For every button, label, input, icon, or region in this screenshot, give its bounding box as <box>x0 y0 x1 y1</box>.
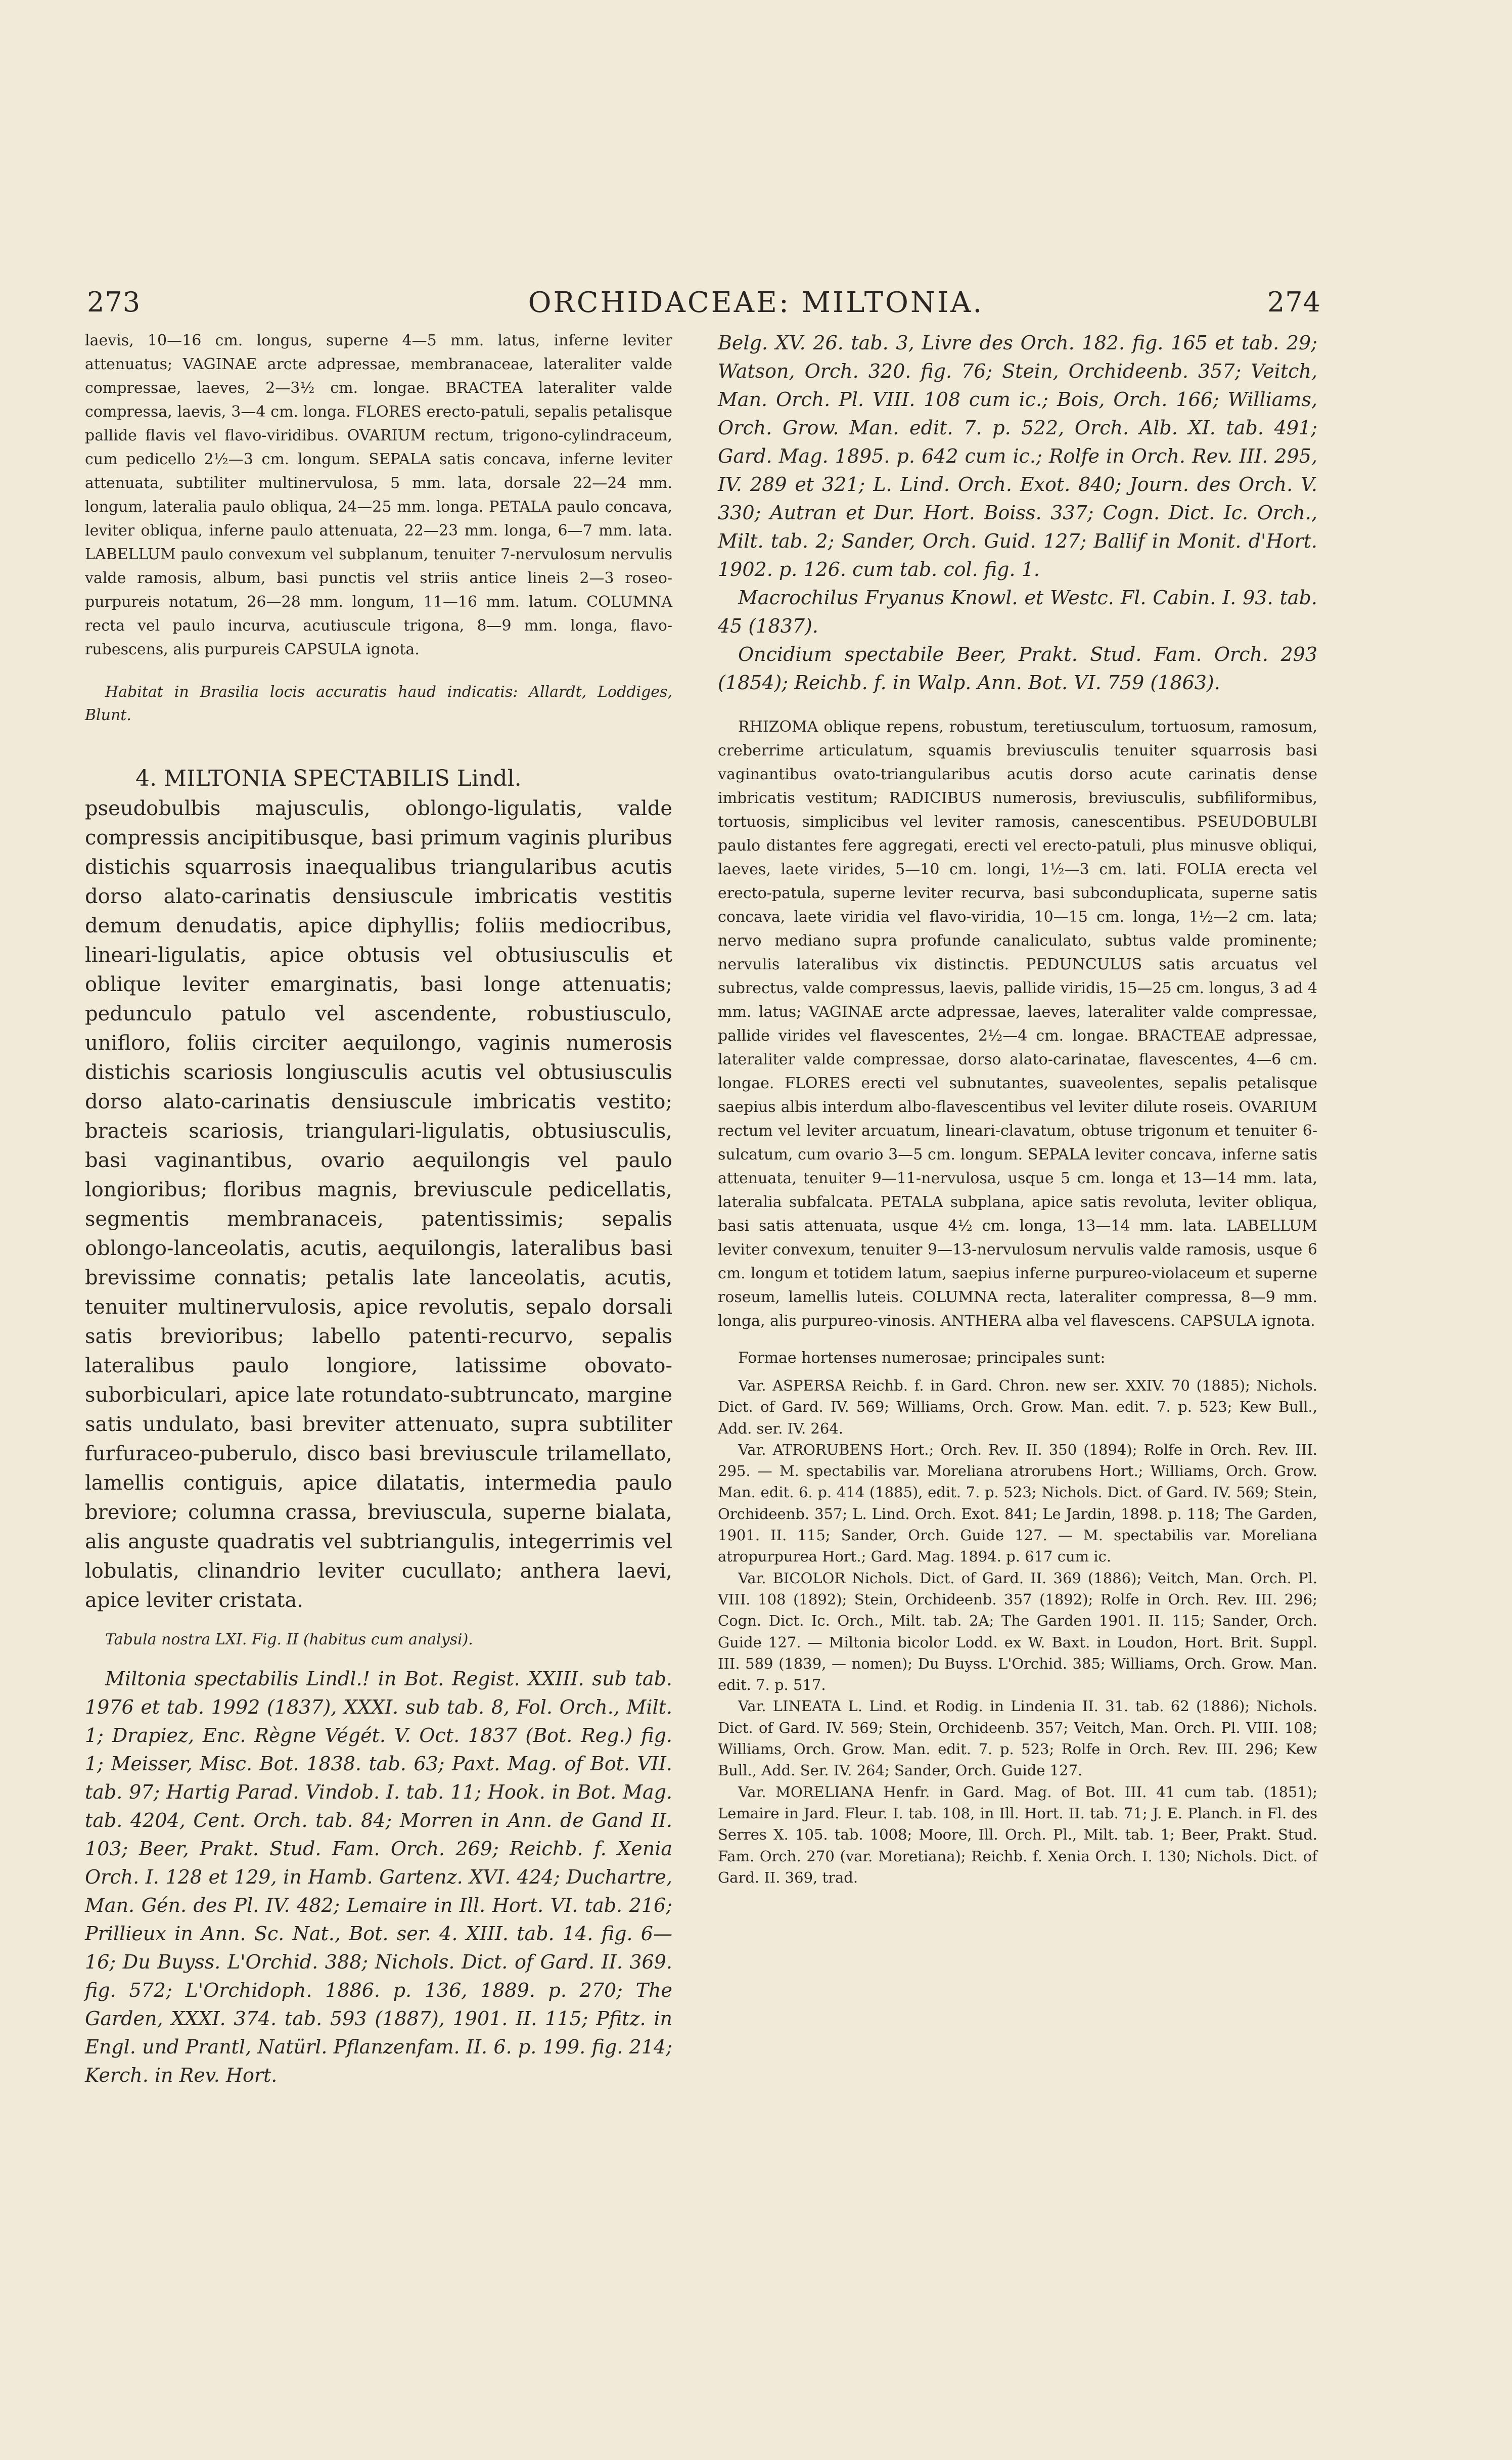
literature-references-continued: Belg. XV. 26. tab. 3, Livre des Orch. 182. fig. 165 et tab. 29; Watson, Orch. 320. fig. 76; Stein, Orchideenb. 357; Veitch, Man. Orch. Pl. VIII. 108 cum ic.; Bois, Orch. 166; Williams, Orch. Grow. Man. edit. 7. p. 522, Orch. Alb. XI. tab. 491; Gard. Mag. 1895. p. 642 cum ic.; Rolfe in Orch. Rev. III. 295, IV. 289 et 321; L. Lind. Orch. Exot. 840; Journ. des Orch. V. 330; Autran et Dur. Hort. Boiss. 337; Cogn. Dict. Ic. Orch., Milt. tab. 2; Sander, Orch. Guid. 127; Ballif in Monit. d'Hort. 1902. p. 126. cum tab. col. fig. 1. <box>718 332 1317 580</box>
habitat-note: Habitat in Brasilia locis accuratis haud indicatis: Allardt, Loddiges, Blunt. <box>85 683 672 724</box>
running-title: ORCHIDACEAE: MILTONIA. <box>528 286 984 319</box>
species-heading: 4. MILTONIA SPECTABILIS Lindl. <box>135 766 522 791</box>
variety-entry: Var. ASPERSA Reichb. f. in Gard. Chron. new ser. XXIV. 70 (1885); Nichols. Dict. of Gard. IV. 569; Williams, Orch. Grow. Man. edit. 7. p. 523; Kew Bull., Add. ser. IV. 264. <box>718 1377 1317 1437</box>
page-number-right: 274 <box>1267 286 1321 318</box>
synonym-macrochilus: Macrochilus Fryanus Knowl. et Westc. Fl. Cabin. I. 93. tab. 45 (1837). <box>718 587 1317 637</box>
variety-entry: Var. LINEATA L. Lind. et Rodig. in Lindenia II. 31. tab. 62 (1886); Nichols. Dict. of Gard. IV. 569; Stein, Orchideenb. 357; Veitch, Man. Orch. Pl. VIII. 108; Williams, Orch. Grow. Man. edit. 7. p. 523; Rolfe in Orch. Rev. III. 296; Kew Bull., Add. Ser. IV. 264; Sander, Orch. Guide 127. <box>718 1697 1317 1779</box>
varieties-list <box>718 1375 1317 1888</box>
variety-entry: Var. BICOLOR Nichols. Dict. of Gard. II. 369 (1886); Veitch, Man. Orch. Pl. VIII. 108 (1892); Stein, Orchideenb. 357 (1892); Rolfe in Orch. Rev. III. 296; Cogn. Dict. Ic. Orch., Milt. tab. 2A; The Garden 1901. II. 115; Sander, Orch. Guide 127. — Miltonia bicolor Lodd. ex W. Baxt. in Loudon, Hort. Brit. Suppl. III. 589 (1839, — nomen); Du Buyss. L'Orchid. 385; Williams, Orch. Grow. Man. edit. 7. p. 517. <box>718 1569 1317 1694</box>
latin-diagnosis: pseudobulbis majusculis, oblongo-ligulatis, valde compressis ancipitibusque, basi primum vaginis pluribus distichis squarrosis inaequalibus triangularibus acutis dorso alato-carinatis densiuscule imbricatis vestitis demum denudatis, apice diphyllis; foliis mediocribus, lineari-ligulatis, apice obtusis vel obtusiusculis et oblique leviter emarginatis, basi longe attenuatis; pedunculo patulo vel ascendente, robustiusculo, unifloro, foliis circiter aequilongo, vaginis numerosis distichis scariosis longiusculis acutis vel obtusiusculis dorso alato-carinatis densiuscule imbricatis vestito; bracteis scariosis, triangulari-ligulatis, obtusiusculis, basi vaginantibus, ovario aequilongis vel paulo longioribus; floribus magnis, breviuscule pedicellatis, segmentis membranaceis, patentissimis; sepalis oblongo-lanceolatis, acutis, aequilongis, lateralibus basi brevissime connatis; petalis late lanceolatis, acutis, tenuiter multinervulosis, apice revolutis, sepalo dorsali satis brevioribus; labello patenti-recurvo, sepalis lateralibus paulo longiore, latissime obovato-suborbiculari, apice late rotundato-subtruncato, margine satis undulato, basi breviter attenuato, supra subtiliter furfuraceo-puberulo, disco basi breviuscule trilamellato, lamellis contiguis, apice dilatatis, intermedia paulo breviore; columna crassa, breviuscula, superne bialata, alis anguste quadratis vel subtriangulis, integerrimis vel lobulatis, clinandrio leviter cucullato; anthera laevi, apice leviter cristata. <box>85 797 672 1612</box>
previous-species-description: laevis, 10—16 cm. longus, superne 4—5 mm. latus, inferne leviter attenuatus; VAGINAE arcte adpressae, membranaceae, lateraliter valde compressae, laeves, 2—3½ cm. longae. BRACTEA lateraliter valde compressa, laevis, 3—4 cm. longa. FLORES erecto-patuli, sepalis petalisque pallide flavis vel flavo-viridibus. OVARIUM rectum, trigono-cylindraceum, cum pedicello 2½—3 cm. longum. SEPALA satis concava, inferne leviter attenuata, subtiliter multinervulosa, 5 mm. lata, dorsale 22—24 mm. longum, lateralia paulo obliqua, 24—25 mm. longa. PETALA paulo concava, leviter obliqua, inferne paulo attenuata, 22—23 mm. longa, 6—7 mm. lata. LABELLUM paulo convexum vel subplanum, tenuiter 7-nervulosum nervulis valde ramosis, album, basi punctis vel striis antice lineis 2—3 roseo-purpureis notatum, 26—28 mm. longum, 11—16 mm. latum. COLUMNA recta vel paulo incurva, acutiuscule trigona, 8—9 mm. longa, flavo-rubescens, alis purpureis CAPSULA ignota. <box>85 332 672 658</box>
formae-intro: Formae hortenses numerosae; principales sunt: <box>738 1349 1106 1367</box>
plate-reference: Tabula nostra LXI. Fig. II (habitus cum analysi). <box>105 1631 473 1648</box>
detailed-description: RHIZOMA oblique repens, robustum, teretiusculum, tortuosum, ramosum, creberrime articulatum, squamis breviusculis tenuiter squarrosis basi vaginantibus ovato-triangularibus acutis dorso acute carinatis dense imbricatis vestitum; RADICIBUS numerosis, breviusculis, subfiliformibus, tortuosis, simplicibus vel leviter ramosis, canescentibus. PSEUDOBULBI paulo distantes fere aggregati, erecti vel erecto-patuli, plus minusve obliqui, laeves, laete virides, 5—10 cm. longi, 1½—3 cm. lati. FOLIA erecta vel erecto-patula, superne leviter recurva, basi subconduplicata, superne satis concava, laete viridia vel flavo-viridia, 10—15 cm. longa, 1½—2 cm. lata; nervo mediano supra profunde canaliculato, subtus valde prominente; nervulis lateralibus vix distinctis. PEDUNCULUS satis arcuatus vel subrectus, valde compressus, laevis, pallide viridis, 15—25 cm. longus, 3 ad 4 mm. latus; VAGINAE arcte adpressae, laeves, lateraliter valde compressae, pallide virides vel flavescentes, 2½—4 cm. longae. BRACTEAE adpressae, lateraliter valde compressae, dorso alato-carinatae, flavescentes, 4—6 cm. longae. FLORES erecti vel subnutantes, suaveolentes, sepalis petalisque saepius albis interdum albo-flavescentibus vel leviter dilute roseis. OVARIUM rectum vel leviter arcuatum, lineari-clavatum, obtuse trigonum et tenuiter 6-sulcatum, cum ovario 3—5 cm. longum. SEPALA leviter concava, inferne satis attenuata, tenuiter 9—11-nervulosa, usque 5 cm. longa et 13—14 mm. lata, lateralia subfalcata. PETALA subplana, apice satis revoluta, leviter obliqua, basi satis attenuata, usque 4½ cm. longa, 13—14 mm. lata. LABELLUM leviter convexum, tenuiter 9—13-nervulosum nervulis valde ramosis, usque 6 cm. longum et totidem latum, saepius inferne purpureo-violaceum et superne roseum, lamellis luteis. COLUMNA recta, lateraliter compressa, 8—9 mm. longa, alis purpureo-vinosis. ANTHERA alba vel flavescens. CAPSULA ignota. <box>718 718 1317 1330</box>
synonym-oncidium: Oncidium spectabile Beer, Prakt. Stud. Fam. Orch. 293 (1854); Reichb. f. in Walp. Ann. Bot. VI. 759 (1863). <box>718 643 1317 694</box>
right-column <box>718 329 1317 1888</box>
literature-references: Miltonia spectabilis Lindl.! in Bot. Regist. XXIII. sub tab. 1976 et tab. 1992 (1837), XXXI. sub tab. 8, Fol. Orch., Milt. 1; Drapiez, Enc. Règne Végét. V. Oct. 1837 (Bot. Reg.) fig. 1; Meisser, Misc. Bot. 1838. tab. 63; Paxt. Mag. of Bot. VII. tab. 97; Hartig Parad. Vindob. I. tab. 11; Hook. in Bot. Mag. tab. 4204, Cent. Orch. tab. 84; Morren in Ann. de Gand II. 103; Beer, Prakt. Stud. Fam. Orch. 269; Reichb. f. Xenia Orch. I. 128 et 129, in Hamb. Gartenz. XVI. 424; Duchartre, Man. Gén. des Pl. IV. 482; Lemaire in Ill. Hort. VI. tab. 216; Prillieux in Ann. Sc. Nat., Bot. ser. 4. XIII. tab. 14. fig. 6—16; Du Buyss. L'Orchid. 388; Nichols. Dict. of Gard. II. 369. fig. 572; L'Orchidoph. 1886. p. 136, 1889. p. 270; The Garden, XXXI. 374. tab. 593 (1887), 1901. II. 115; Pfitz. in Engl. und Prantl, Natürl. Pflanzenfam. II. 6. p. 199. fig. 214; Kerch. in Rev. Hort. <box>85 1668 672 2086</box>
variety-entry: Var. ATRORUBENS Hort.; Orch. Rev. II. 350 (1894); Rolfe in Orch. Rev. III. 295. — M. spectabilis var. Moreliana atrorubens Hort.; Williams, Orch. Grow. Man. edit. 6. p. 414 (1885), edit. 7. p. 523; Nichols. Dict. of Gard. IV. 569; Stein, Orchideenb. 357; L. Lind. Orch. Exot. 841; Le Jardin, 1898. p. 118; The Garden, 1901. II. 115; Sander, Orch. Guide 127. — M. spectabilis var. Moreliana atropurpurea Hort.; Gard. Mag. 1894. p. 617 cum ic. <box>718 1441 1317 1566</box>
variety-entry: Var. MORELIANA Henfr. in Gard. Mag. of Bot. III. 41 cum tab. (1851); Lemaire in Jard. Fleur. I. tab. 108, in Ill. Hort. II. tab. 71; J. E. Planch. in Fl. des Serres X. 105. tab. 1008; Moore, Ill. Orch. Pl., Milt. tab. 1; Beer, Prakt. Stud. Fam. Orch. 270 (var. Moretiana); Reichb. f. Xenia Orch. I. 130; Nichols. Dict. of Gard. II. 369, trad. <box>718 1783 1317 1886</box>
left-column <box>85 329 672 2089</box>
page-number-left: 273 <box>87 286 141 318</box>
